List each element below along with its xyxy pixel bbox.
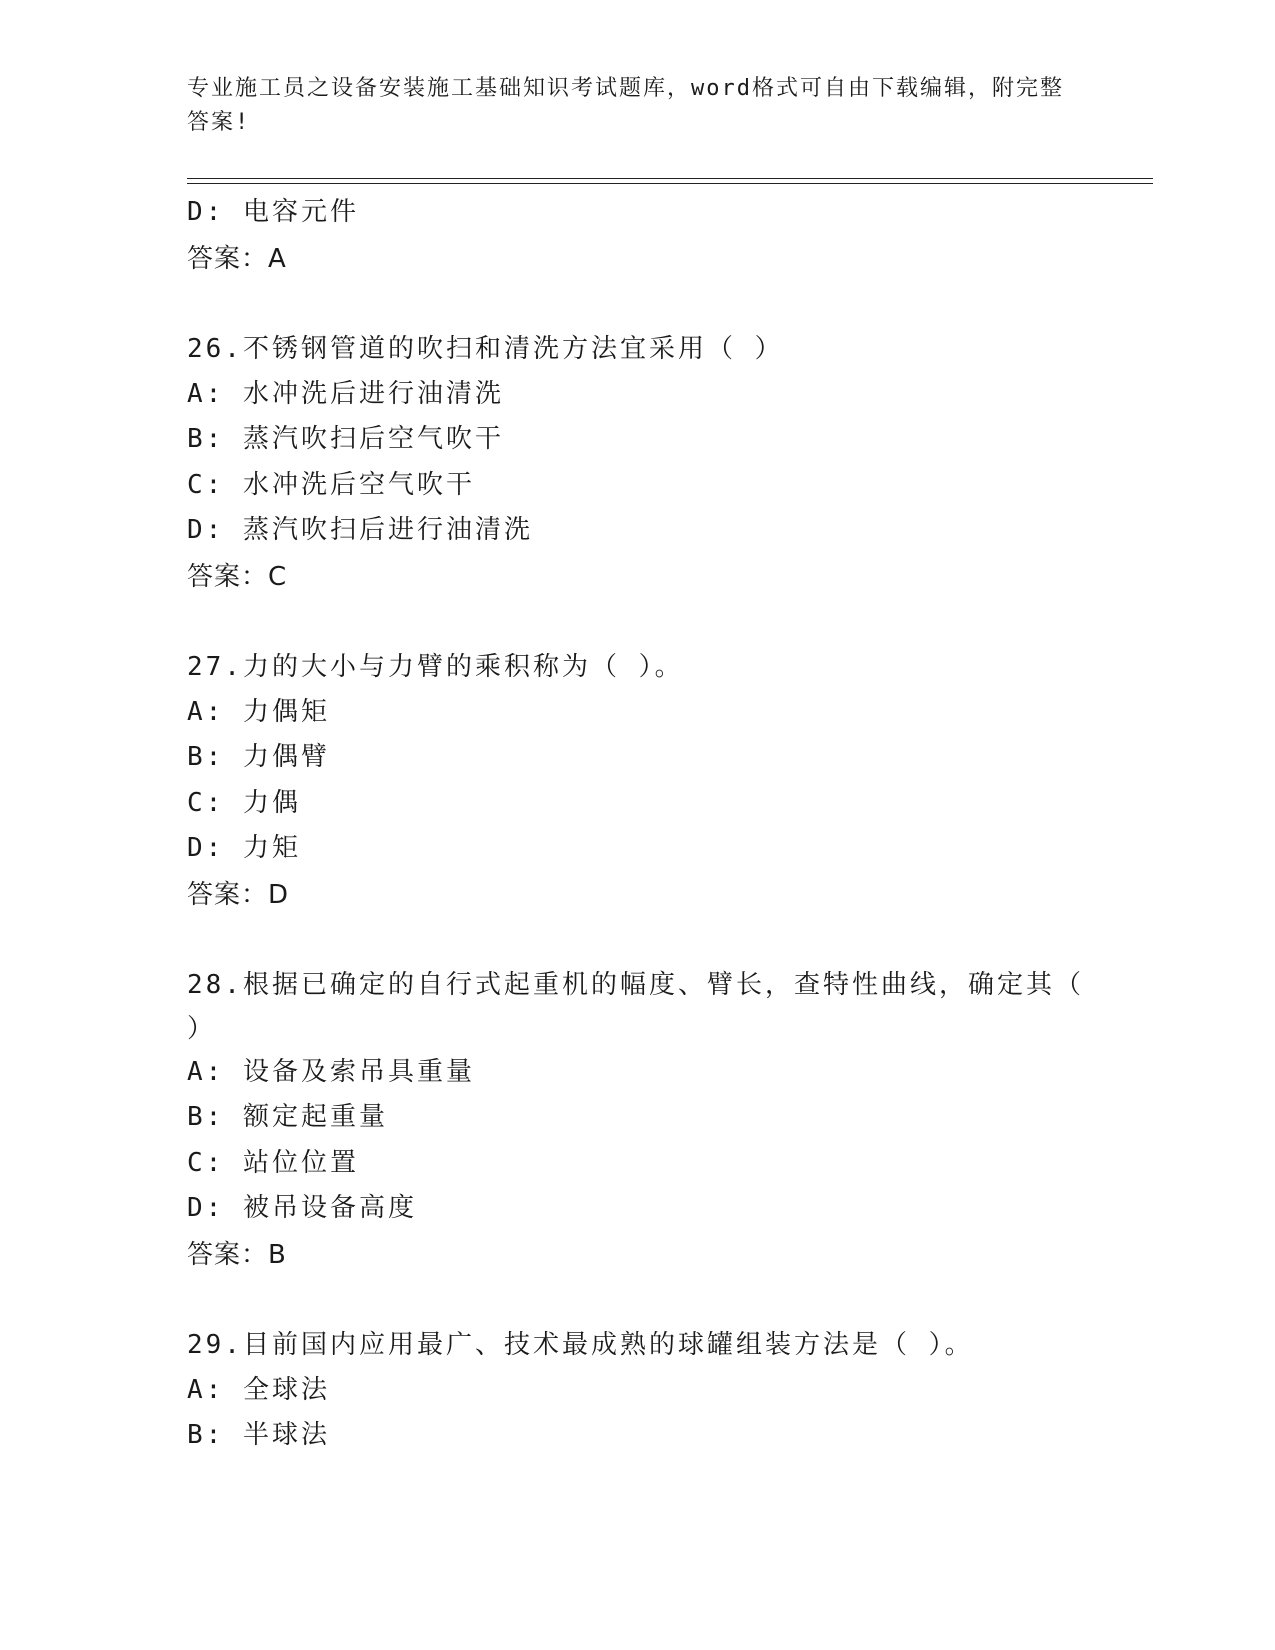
option-a: A: 水冲洗后进行油清洗 — [187, 378, 504, 409]
document-header: 专业施工员之设备安装施工基础知识考试题库，word格式可自由下载编辑，附完整答案! — [187, 76, 1064, 135]
option-c: C: 水冲洗后空气吹干 — [187, 469, 475, 500]
option-a: A: 力偶矩 — [187, 696, 330, 727]
answer: 答案：A — [187, 243, 287, 274]
question-title: 29.目前国内应用最广、技术最成熟的球罐组装方法是（ ）。 — [187, 1329, 974, 1360]
option-b: B: 额定起重量 — [187, 1102, 388, 1132]
option-b: B: 力偶臂 — [187, 742, 330, 772]
question-29 — [187, 1322, 1147, 1459]
question-title: 26.不锈钢管道的吹扫和清洗方法宜采用（ ） — [187, 333, 784, 364]
answer: 答案：C — [187, 561, 288, 592]
option-a: A: 设备及索吊具重量 — [187, 1056, 475, 1087]
question-27 — [187, 644, 1147, 918]
option-b: B: 蒸汽吹扫后空气吹干 — [187, 424, 504, 454]
answer: 答案：B — [187, 1239, 287, 1270]
option-d: D: 蒸汽吹扫后进行油清洗 — [187, 515, 533, 545]
question-title: 28.根据已确定的自行式起重机的幅度、臂长，查特性曲线，确定其（ — [187, 969, 1084, 1000]
option-a: A: 全球法 — [187, 1374, 330, 1405]
option-d: D: 力矩 — [187, 833, 301, 863]
question-28 — [187, 962, 1147, 1278]
answer: 答案：D — [187, 879, 290, 910]
option-b: B: 半球法 — [187, 1420, 330, 1450]
option-c: C: 站位位置 — [187, 1147, 359, 1178]
option-d: D: 被吊设备高度 — [187, 1193, 417, 1223]
question-list — [187, 190, 1147, 1459]
question-title: 27.力的大小与力臂的乘积称为（ ）。 — [187, 651, 684, 682]
header-divider-top — [187, 178, 1153, 179]
question-title-continuation: ） — [187, 1013, 217, 1044]
header-divider-bottom — [187, 183, 1153, 184]
option-d: D: 电容元件 — [187, 197, 359, 227]
question-26 — [187, 326, 1147, 600]
option-c: C: 力偶 — [187, 787, 301, 818]
